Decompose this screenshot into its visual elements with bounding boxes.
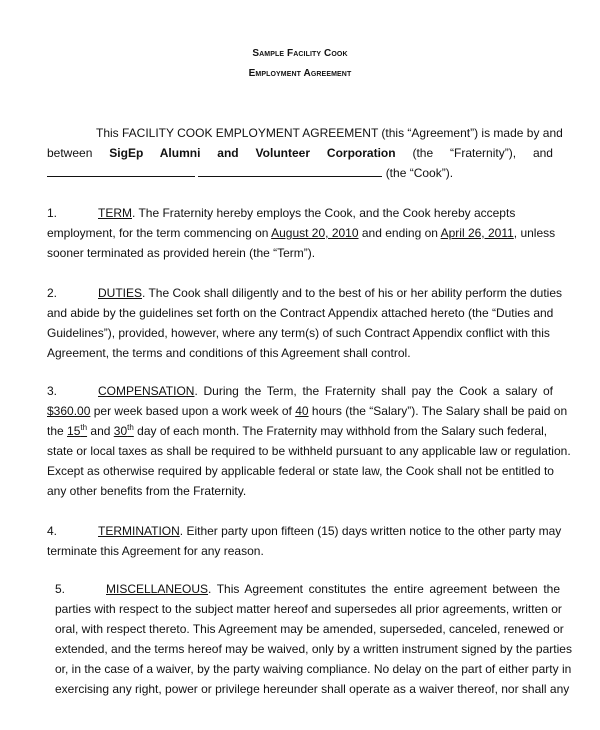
- compensation-line-1: . During the Term, the Fraternity shall pay the Cook a salary of: [194, 384, 553, 398]
- misc-line-4: extended, and the terms hereof may be waived, only by a written instrument signed by the parties: [55, 642, 572, 656]
- compensation-line-4: state or local taxes as shall be required to be withheld pursuant to any applicable law or regulation.: [47, 444, 571, 458]
- pay-day-1: 15th: [67, 423, 88, 438]
- duties-line-1: . The Cook shall diligently and to the best of his or her ability perform the duties: [142, 286, 563, 300]
- misc-line-1: . This Agreement constitutes the entire agreement between the: [208, 582, 560, 596]
- compensation-line-2b: hours (the “Salary”). The Salary shall be paid on: [311, 404, 568, 418]
- intro-paragraph: [47, 123, 563, 183]
- duties-line-3: Guidelines”), provided, however, where any term(s) of such Contract Appendix conflict with this: [47, 326, 550, 340]
- title-line-2: Employment Agreement: [248, 68, 352, 79]
- section-number: 5.: [55, 582, 66, 596]
- duties-line-2: and abide by the guidelines set forth on the Contract Appendix attached hereto (the “Duties and: [47, 306, 554, 320]
- section-compensation: [47, 381, 571, 501]
- misc-line-2: parties with respect to the subject matter hereof and supersedes all prior agreements, written or: [55, 602, 562, 616]
- misc-line-3: oral, with respect thereto. This Agreement may be amended, superseded, canceled, renewed or: [55, 622, 564, 636]
- term-line-1: . The Fraternity hereby employs the Cook, and the Cook hereby accepts: [132, 206, 516, 220]
- termination-heading: TERMINATION: [98, 524, 180, 538]
- misc-line-5: or, in the case of a waiver, by the party waiving compliance. No delay on the part of either party in: [55, 662, 572, 676]
- section-miscellaneous: [55, 579, 572, 699]
- cook-name-blank-2: [198, 164, 382, 177]
- compensation-heading: COMPENSATION: [98, 384, 195, 398]
- section-term: [47, 203, 556, 263]
- compensation-line-2a: per week based upon a work week of: [93, 404, 292, 418]
- intro-line-1: This FACILITY COOK EMPLOYMENT AGREEMENT (this “Agreement”) is made by and: [96, 126, 563, 140]
- misc-heading: MISCELLANEOUS: [106, 582, 209, 596]
- cook-name-blank-1: [47, 164, 195, 177]
- fraternity-definition: (the “Fraternity”), and: [412, 146, 553, 160]
- term-line-3: sooner terminated as provided herein (the “Term”).: [47, 246, 316, 260]
- section-duties: [47, 283, 563, 363]
- document-subtitle: [0, 68, 600, 79]
- document-title: [0, 48, 600, 59]
- compensation-line-3a: the: [47, 424, 64, 438]
- termination-line-2: terminate this Agreement for any reason.: [47, 544, 264, 558]
- work-hours: 40: [295, 404, 309, 418]
- title-line-1: Sample Facility Cook: [252, 48, 348, 59]
- compensation-line-5: Except as otherwise required by applicable federal or state law, the Cook shall not be entitled to: [47, 464, 554, 478]
- intro-between: between: [47, 146, 93, 160]
- misc-line-6: exercising any right, power or privilege hereunder shall operate as a waiver thereof, nor shall any: [55, 682, 570, 696]
- term-line-2c: , unless: [513, 226, 556, 240]
- duties-line-4: Agreement, the terms and conditions of this Agreement shall control.: [47, 346, 411, 360]
- section-number: 2.: [47, 286, 58, 300]
- termination-line-1: . Either party upon fifteen (15) days written notice to the other party may: [179, 524, 562, 538]
- cook-definition: (the “Cook”).: [385, 166, 454, 180]
- term-heading: TERM: [98, 206, 132, 220]
- term-line-2a: employment, for the term commencing on: [47, 226, 269, 240]
- term-line-2b: and ending on: [361, 226, 438, 240]
- end-date: April 26, 2011: [440, 226, 514, 240]
- section-number: 1.: [47, 206, 58, 220]
- pay-day-2: 30th: [113, 423, 134, 438]
- section-number: 4.: [47, 524, 58, 538]
- section-termination: [47, 521, 562, 561]
- party-name: SigEp Alumni and Volunteer Corporation: [109, 146, 396, 160]
- and-word: and: [90, 424, 111, 438]
- duties-heading: DUTIES: [98, 286, 143, 300]
- compensation-line-6: any other benefits from the Fraternity.: [47, 484, 247, 498]
- start-date: August 20, 2010: [271, 226, 359, 240]
- compensation-line-3b: day of each month. The Fraternity may withhold from the Salary such federal,: [137, 424, 548, 438]
- section-number: 3.: [47, 384, 58, 398]
- salary-amount: $360.00: [47, 404, 91, 418]
